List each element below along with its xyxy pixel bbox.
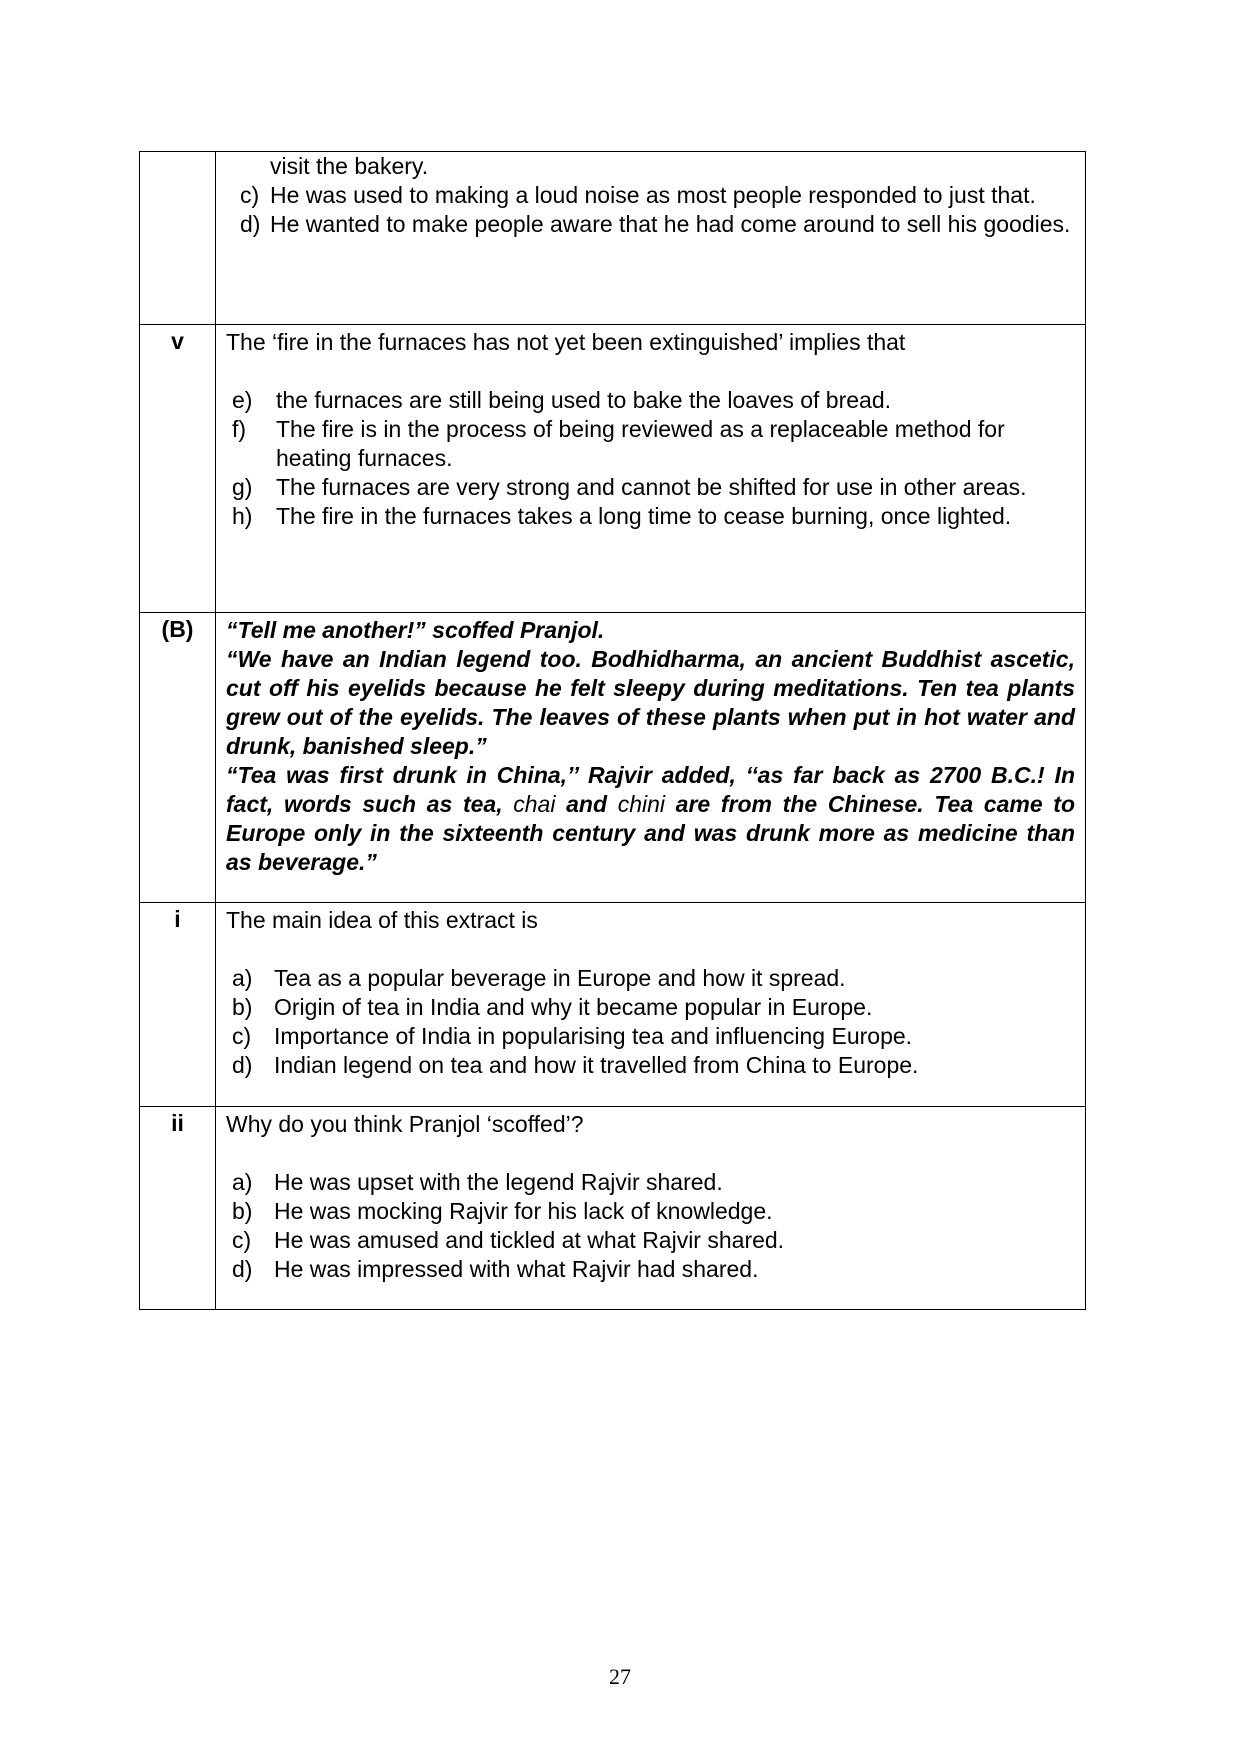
option-item — [226, 1051, 1075, 1080]
option-item — [226, 1022, 1075, 1051]
question-number: v — [140, 325, 216, 613]
option-text: He was impressed with what Rajvir had shared. — [274, 1256, 759, 1282]
option-list — [226, 964, 1075, 1080]
option-text: He was upset with the legend Rajvir shared. — [274, 1169, 723, 1195]
option-letter: d) — [240, 211, 261, 237]
question-body — [216, 325, 1086, 613]
passage-cell — [216, 613, 1086, 903]
option-letter: h) — [232, 503, 253, 529]
option-letter: a) — [232, 1169, 253, 1195]
option-item — [226, 181, 1075, 210]
option-list — [226, 386, 1075, 531]
option-letter: e) — [232, 387, 253, 413]
option-item — [226, 964, 1075, 993]
question-number: i — [140, 903, 216, 1107]
option-text: He was mocking Rajvir for his lack of knowledge. — [274, 1198, 773, 1224]
option-text: the furnaces are still being used to bake the loaves of bread. — [276, 387, 892, 413]
passage-word-chai: chai — [513, 791, 556, 817]
option-text: The fire in the furnaces takes a long time to cease burning, once lighted. — [276, 503, 1012, 529]
table-row — [140, 903, 1086, 1107]
option-letter: d) — [232, 1052, 253, 1078]
option-text: The fire is in the process of being reviewed as a replaceable method for heating furnaces. — [276, 416, 1005, 471]
option-item — [226, 415, 1075, 473]
table-row — [140, 152, 1086, 325]
option-text: He was used to making a loud noise as most people responded to just that. — [270, 182, 1036, 208]
option-list — [226, 1168, 1075, 1284]
option-item — [226, 1255, 1075, 1284]
option-letter: g) — [232, 474, 253, 500]
passage-text-span: are from the Chinese. Tea came to Europe only in the sixteenth century and was drunk more as medicine than as beverage.” — [226, 791, 1076, 875]
option-text: He was amused and tickled at what Rajvir shared. — [274, 1227, 785, 1253]
option-text: Indian legend on tea and how it travelled from China to Europe. — [274, 1052, 919, 1078]
question-body — [216, 152, 1086, 325]
page-number: 27 — [609, 1664, 631, 1689]
option-item — [226, 386, 1075, 415]
option-letter: c) — [232, 1023, 252, 1049]
question-stem: Why do you think Pranjol ‘scoffed’? — [226, 1111, 584, 1137]
question-number — [140, 152, 216, 325]
option-text: Tea as a popular beverage in Europe and how it spread. — [274, 965, 846, 991]
option-item — [226, 993, 1075, 1022]
table-row — [140, 1107, 1086, 1310]
question-number: ii — [140, 1107, 216, 1310]
option-letter: b) — [232, 994, 253, 1020]
option-item — [226, 473, 1075, 502]
option-item — [226, 1226, 1075, 1255]
option-item — [226, 1168, 1075, 1197]
option-list — [226, 181, 1075, 239]
passage-text-span: “Tea was first drunk in China,’’ Rajvir added, ‘‘as far back as 2700 B.C.! In fact, words such as tea, — [226, 762, 1075, 817]
option-text: The furnaces are very strong and cannot be shifted for use in other areas. — [276, 474, 1027, 500]
question-body — [216, 903, 1086, 1107]
option-item — [226, 210, 1075, 239]
continuation-text: visit the bakery. — [270, 153, 429, 179]
passage-paragraph — [226, 761, 1075, 877]
passage-text — [226, 616, 1075, 877]
passage-paragraph: “We have an Indian legend too. Bodhidharma, an ancient Buddhist ascetic, cut off his eyelids because he felt sleepy during meditations. Ten tea plants grew out of the eyelids. The leaves of these plants when put in hot water and drunk, banished sleep.” — [226, 646, 1075, 759]
section-label: (B) — [140, 613, 216, 903]
passage-text-span: and — [555, 791, 618, 817]
option-letter: f) — [232, 416, 247, 442]
option-text: Origin of tea in India and why it became popular in Europe. — [274, 994, 873, 1020]
option-letter: d) — [232, 1256, 253, 1282]
option-letter: a) — [232, 965, 253, 991]
question-stem: The main idea of this extract is — [226, 907, 538, 933]
option-letter: b) — [232, 1198, 253, 1224]
passage-paragraph: “Tell me another!” scoffed Pranjol. — [226, 617, 605, 643]
question-body — [216, 1107, 1086, 1310]
question-table — [139, 151, 1086, 1310]
option-letter: c) — [232, 1227, 252, 1253]
option-text: Importance of India in popularising tea and influencing Europe. — [274, 1023, 913, 1049]
table-row — [140, 613, 1086, 903]
option-item — [226, 1197, 1075, 1226]
passage-word-chini: chini — [617, 791, 666, 817]
option-text: He wanted to make people aware that he had come around to sell his goodies. — [270, 211, 1071, 237]
question-stem: The ‘fire in the furnaces has not yet been extinguished’ implies that — [226, 329, 906, 355]
option-letter: c) — [240, 182, 260, 208]
option-item — [226, 502, 1075, 531]
table-row — [140, 325, 1086, 613]
